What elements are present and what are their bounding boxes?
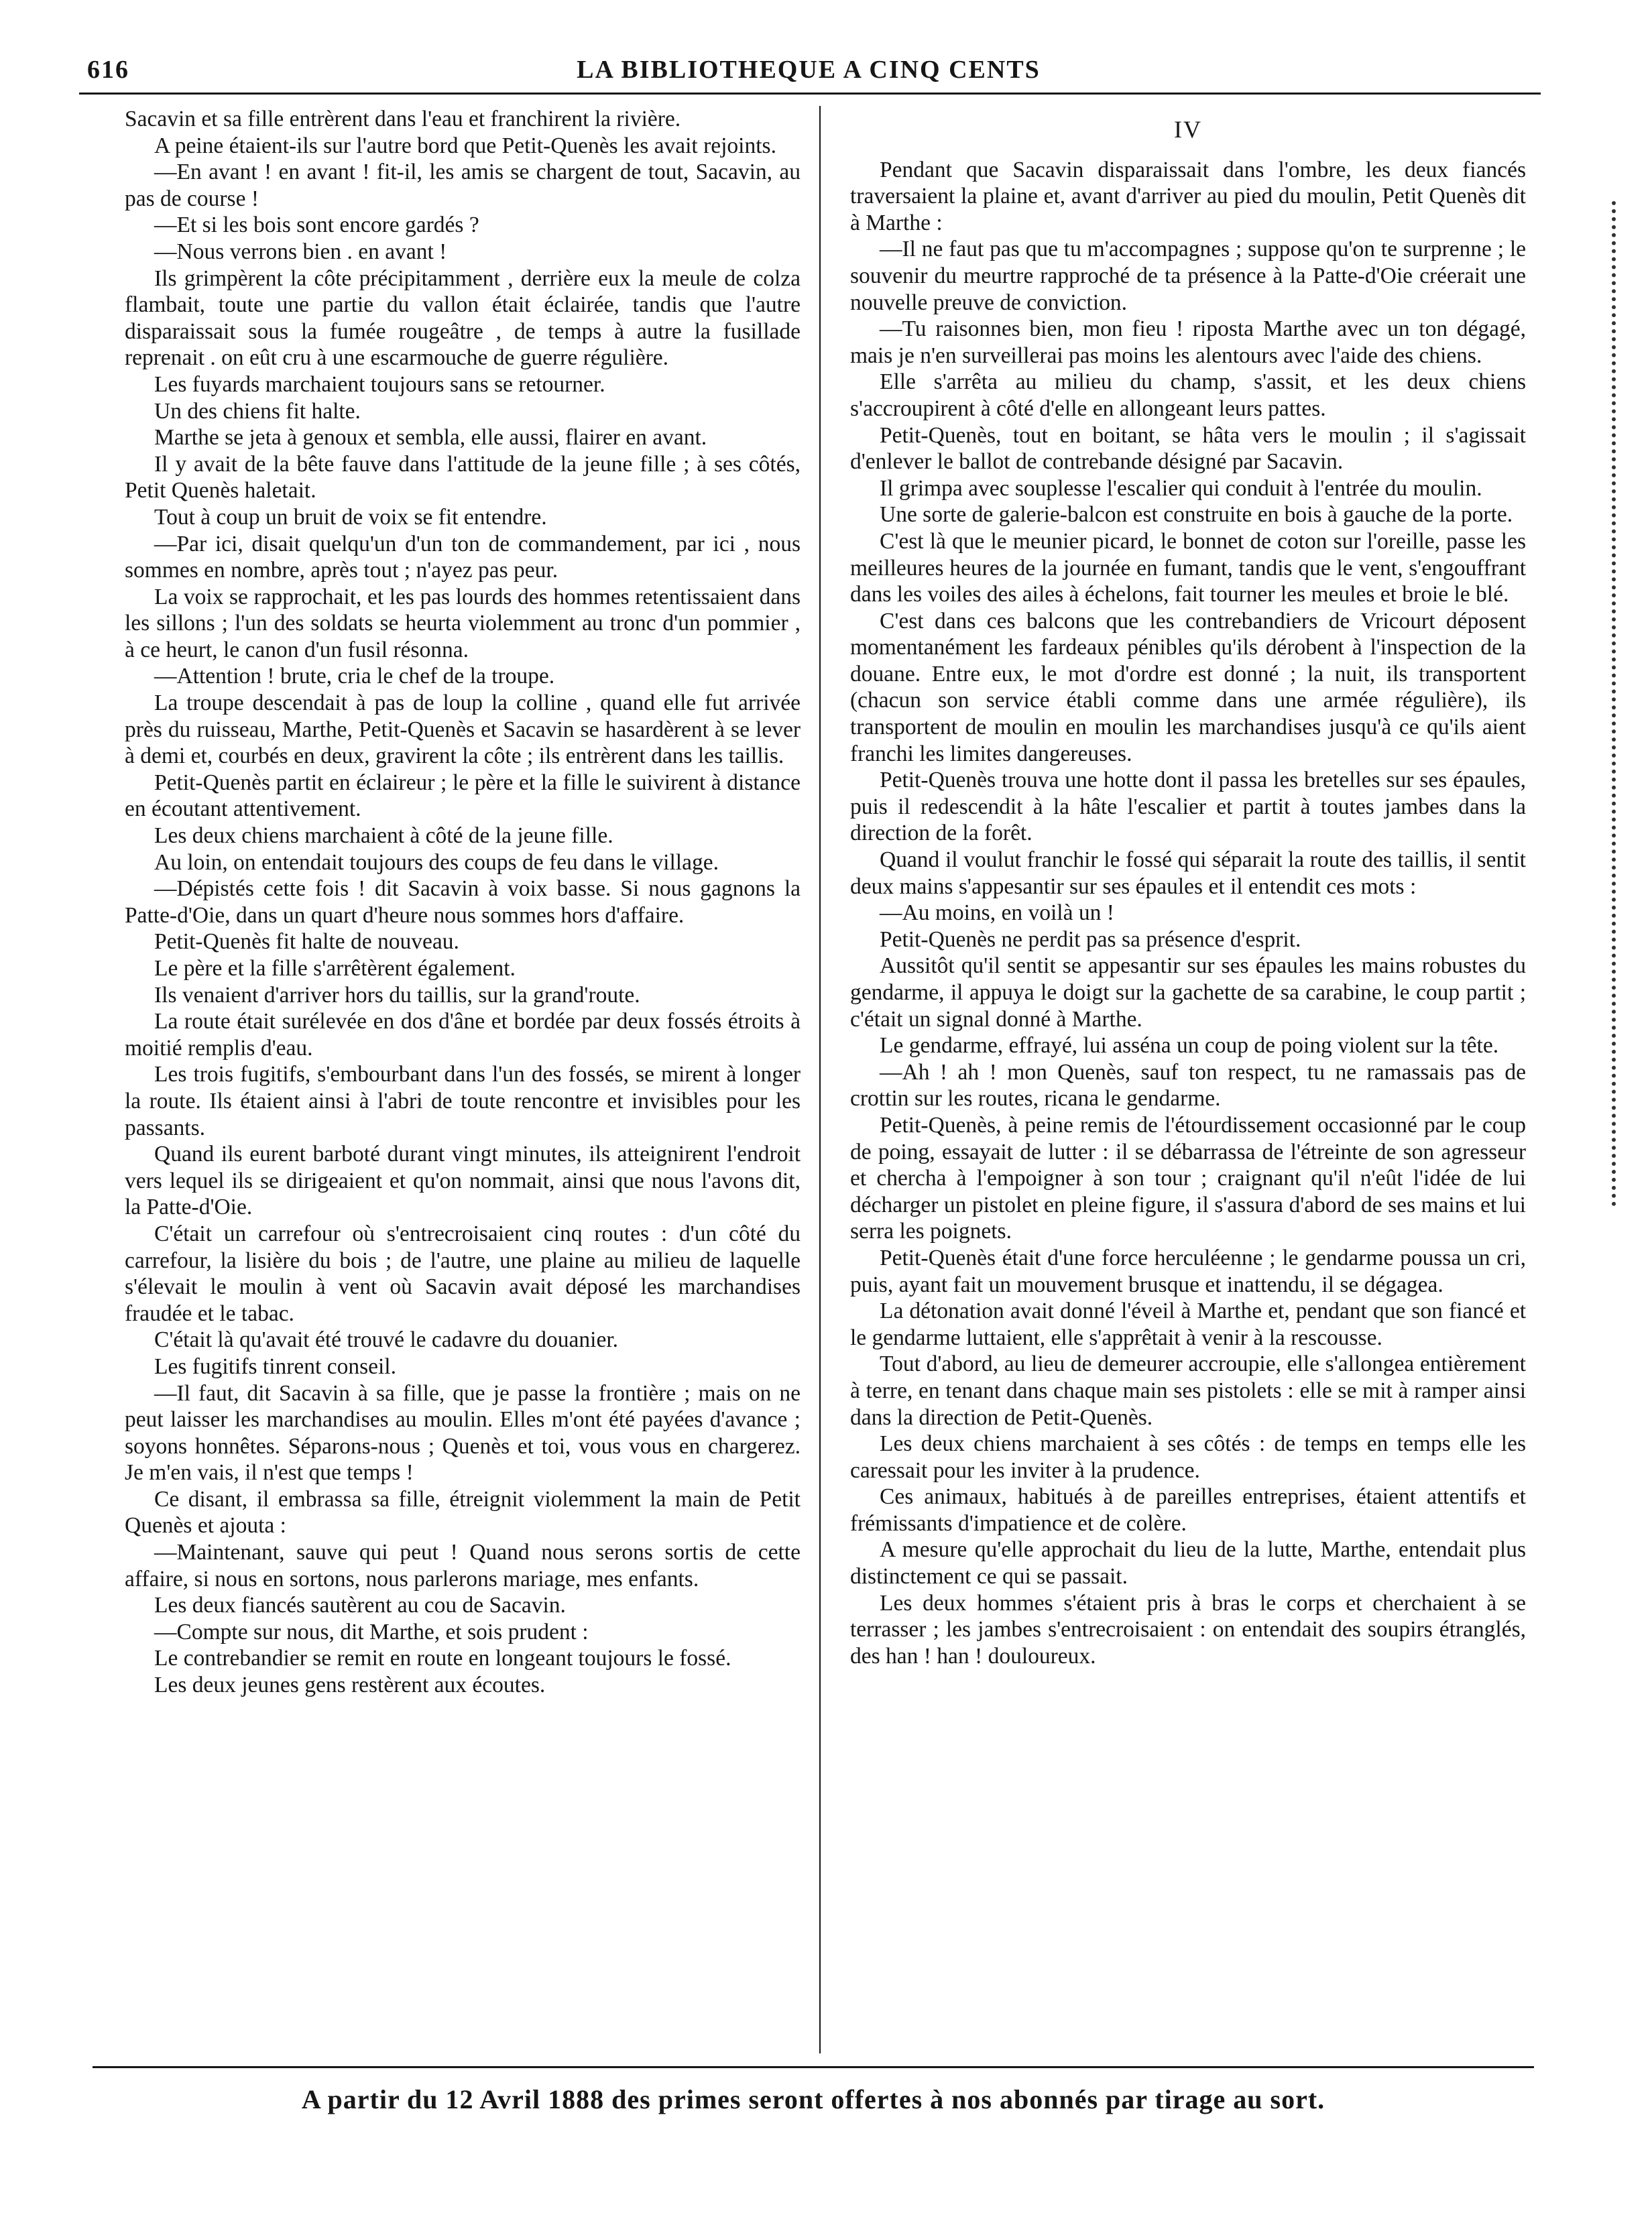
paragraph: Sacavin et sa fille entrèrent dans l'eau et franchirent la rivière. — [125, 107, 681, 131]
paragraph: Il grimpa avec souplesse l'escalier qui conduit à l'entrée du moulin. — [880, 475, 1482, 501]
page-header — [86, 55, 1531, 90]
paragraph: Les deux chiens marchaient à côté de la jeune fille. — [154, 823, 613, 849]
paragraph: Le contrebandier se remit en route en longeant toujours le fossé. — [154, 1646, 731, 1671]
paragraph: La détonation avait donné l'éveil à Marthe et, pendant que son fiancé et le gendarme luttaient, elle s'apprêtait à venir à la rescousse. — [850, 1299, 1526, 1350]
paragraph: Il y avait de la bête fauve dans l'attitude de la jeune fille ; à ses côtés, Petit Quenès haletait. — [125, 451, 801, 503]
paragraph: Pendant que Sacavin disparaissait dans l'ombre, les deux fiancés traversaient la plaine et, avant d'arriver au pied du moulin, Petit Quenès dit à Marthe : — [850, 157, 1526, 235]
paragraph: C'était là qu'avait été trouvé le cadavre du douanier. — [154, 1327, 619, 1353]
paragraph: —Tu raisonnes bien, mon fieu ! riposta Marthe avec un ton dégagé, mais je n'en surveillerai pas moins les alentours avec l'aide des chiens. — [850, 316, 1526, 368]
paragraph: —Compte sur nous, dit Marthe, et sois prudent : — [154, 1619, 589, 1644]
paragraph: Petit-Quenès, tout en boitant, se hâta vers le moulin ; il s'agissait d'enlever le ballot de contrebande désigné par Sacavin. — [850, 422, 1526, 475]
paragraph: —Dépistés cette fois ! dit Sacavin à voix basse. Si nous gagnons la Patte-d'Oie, dans un quart d'heure nous sommes hors d'affaire. — [125, 876, 801, 928]
header-rule — [79, 93, 1541, 95]
paragraph: —Il ne faut pas que tu m'accompagnes ; suppose qu'on te surprenne ; le souvenir du meurtre rapproché de ta présence à la Patte-d'Oie créerait une nouvelle preuve de conviction. — [850, 237, 1526, 315]
paragraph: Le père et la fille s'arrêtèrent également. — [154, 956, 516, 981]
paragraph: Elle s'arrêta au milieu du champ, s'assit, et les deux chiens s'accroupirent à côté d'elle en allongeant leurs pattes. — [850, 369, 1526, 421]
paragraph: —Il faut, dit Sacavin à sa fille, que je passe la frontière ; mais on ne peut laisser les marchandises au moulin. Elles m'ont été payées d'avance ; soyons honnêtes. Séparons-nous ; Quenès et toi, vous vous en chargerez. Je m'en vais, il n'est que temps ! — [125, 1380, 801, 1486]
paragraph: Petit-Quenès était d'une force herculéenne ; le gendarme poussa un cri, puis, ayant fait un mouvement brusque et inattendu, il se dégagea. — [850, 1245, 1526, 1297]
paragraph: Petit-Quenès ne perdit pas sa présence d'esprit. — [880, 926, 1301, 952]
paragraph: La route était surélevée en dos d'âne et bordée par deux fossés étroits à moitié remplis d'eau. — [125, 1009, 801, 1061]
paragraph: Tout d'abord, au lieu de demeurer accroupie, elle s'allongea entièrement à terre, en tenant dans chaque main ses pistolets : elle se mit à ramper ainsi dans la direction de Petit-Quenès. — [850, 1352, 1526, 1430]
paragraph: Ils grimpèrent la côte précipitamment , derrière eux la meule de colza flambait, toute une partie du vallon était éclairée, tandis que l'autre disparaissait sous la fumée rougeâtre , de temps à autre la fusillade reprenait . on eût cru à une escarmouche de guerre régulière. — [125, 265, 801, 371]
paragraph: Les deux fiancés sautèrent au cou de Sacavin. — [154, 1593, 566, 1618]
paragraph: La voix se rapprochait, et les pas lourds des hommes retentissaient dans les sillons ; l'un des soldats se heurta violemment au tronc d'un pommier , à ce heurt, le canon d'un fusil résonna. — [125, 584, 801, 662]
paragraph: Petit-Quenès fit halte de nouveau. — [154, 929, 459, 955]
binding-margin-mark — [1612, 201, 1622, 1207]
chapter-heading: IV — [1174, 116, 1202, 143]
paragraph: Les trois fugitifs, s'embourbant dans l'un des fossés, se mirent à longer la route. Ils étaient ainsi à l'abri de toute rencontre et invisibles pour les passants. — [125, 1062, 801, 1140]
paragraph: Un des chiens fit halte. — [154, 398, 361, 424]
right-column — [850, 106, 1526, 1669]
footer-notice: A partir du 12 Avril 1888 des primes seront offertes à nos abonnés par tirage au sort. — [301, 2084, 1325, 2114]
paragraph: Les deux jeunes gens restèrent aux écoutes. — [154, 1673, 546, 1698]
paragraph: Petit-Quenès trouva une hotte dont il passa les bretelles sur ses épaules, puis il redescendit à la hâte l'escalier et partit à toutes jambes dans la direction de la forêt. — [850, 768, 1526, 846]
paragraph: C'est là que le meunier picard, le bonnet de coton sur l'oreille, passe les meilleures heures de la journée en fumant, tandis que le vent, s'engouffrant dans les voiles des ailes à échelons, fait tourner les meules et broie le blé. — [850, 528, 1526, 607]
paragraph: Les fuyards marchaient toujours sans se retourner. — [154, 371, 605, 397]
paragraph: Marthe se jeta à genoux et sembla, elle aussi, flairer en avant. — [154, 425, 707, 451]
paragraph: Quand ils eurent barboté durant vingt minutes, ils atteignirent l'endroit vers lequel ils se dirigeaient et qu'on nommait, ainsi que nous l'avons dit, la Patte-d'Oie. — [125, 1142, 801, 1220]
paragraph: A mesure qu'elle approchait du lieu de la lutte, Marthe, entendait plus distinctement ce qui se passait. — [850, 1537, 1526, 1589]
paragraph: C'était un carrefour où s'entrecroisaient cinq routes : d'un côté du carrefour, la lisière du bois ; de l'autre, une plaine au milieu de laquelle s'élevait le moulin à vent où Sacavin avait déposé les marchandises fraudée et le tabac. — [125, 1221, 801, 1326]
paragraph: Quand il voulut franchir le fossé qui séparait la route des taillis, il sentit deux mains s'appesantir sur ses épaules et il entendit ces mots : — [850, 847, 1526, 899]
footer-rule — [93, 2066, 1534, 2068]
paragraph: Ce disant, il embrassa sa fille, étreignit violemment la main de Petit Quenès et ajouta : — [125, 1486, 801, 1539]
paragraph: Une sorte de galerie-balcon est construite en bois à gauche de la porte. — [880, 502, 1513, 528]
column-divider — [819, 106, 821, 2053]
paragraph: Le gendarme, effrayé, lui asséna un coup de poing violent sur la tête. — [880, 1033, 1499, 1059]
left-column — [125, 106, 801, 1699]
paragraph: —Attention ! brute, cria le chef de la troupe. — [154, 664, 555, 689]
paragraph: Aussitôt qu'il sentit se appesantir sur ses épaules les mains robustes du gendarme, il appuya le doigt sur la gachette de sa carabine, le coup partit ; c'était un signal donné à Marthe. — [850, 953, 1526, 1032]
paragraph: —En avant ! en avant ! fit-il, les amis se chargent de tout, Sacavin, au pas de course ! — [125, 160, 801, 211]
publication-title: LA BIBLIOTHEQUE A CINQ CENTS — [577, 56, 1041, 84]
paragraph: —Maintenant, sauve qui peut ! Quand nous serons sortis de cette affaire, si nous en sortons, nous parlerons mariage, mes enfants. — [125, 1540, 801, 1592]
paragraph: A peine étaient-ils sur l'autre bord que Petit-Quenès les avait rejoints. — [154, 133, 776, 158]
paragraph: —Par ici, disait quelqu'un d'un ton de commandement, par ici , nous sommes en nombre, après tout ; n'ayez pas peur. — [125, 531, 801, 583]
paragraph: —Au moins, en voilà un ! — [880, 900, 1114, 926]
paragraph: Les deux chiens marchaient à ses côtés : de temps en temps elle les caressait pour les inviter à la prudence. — [850, 1431, 1526, 1483]
paragraph: C'est dans ces balcons que les contrebandiers de Vricourt déposent momentanément les fardeaux pénibles qu'ils dérobent à l'inspection de la douane. Entre eux, le mot d'ordre est donné ; la nuit, ils transportent (chacun son service établi comme dans une armée régulière), ils transportent de moulin en moulin les marchandises jusqu'à ce qu'ils aient franchi les limites dangereuses. — [850, 608, 1526, 766]
paragraph: Ils venaient d'arriver hors du taillis, sur la grand'route. — [154, 982, 640, 1008]
paragraph: Tout à coup un bruit de voix se fit entendre. — [154, 504, 547, 530]
paragraph: La troupe descendait à pas de loup la colline , quand elle fut arrivée près du ruisseau, Marthe, Petit-Quenès et Sacavin se hasardèrent à se lever à demi et, courbés en deux, gravirent la côte ; ils entrèrent dans les taillis. — [125, 691, 801, 769]
paragraph: Ces animaux, habitués à de pareilles entreprises, étaient attentifs et frémissants d'impatience et de colère. — [850, 1484, 1526, 1536]
paragraph: —Et si les bois sont encore gardés ? — [154, 213, 479, 238]
paragraph: Les fugitifs tinrent conseil. — [154, 1354, 396, 1379]
paragraph: Les deux hommes s'étaient pris à bras le corps et cherchaient à se terrasser ; les jambes s'entrecroisaient : on entendait des soupirs étranglés, des han ! han ! douloureux. — [850, 1590, 1526, 1669]
paragraph: Petit-Quenès, à peine remis de l'étourdissement occasionné par le coup de poing, essayait de lutter : il se débarrassa de l'étreinte de son agresseur et chercha à l'empoigner à son tour ; craignant qu'il n'eût l'idée de lui décharger un pistolet en pleine figure, il s'assura d'abord de ses mains et lui serra les poignets. — [850, 1112, 1526, 1244]
page-number: 616 — [87, 56, 129, 84]
paragraph: Au loin, on entendait toujours des coups de feu dans le village. — [154, 849, 719, 875]
paragraph: —Nous verrons bien . en avant ! — [154, 239, 447, 264]
paragraph: Petit-Quenès partit en éclaireur ; le père et la fille le suivirent à distance en écoutant attentivement. — [125, 770, 801, 822]
paragraph: —Ah ! ah ! mon Quenès, sauf ton respect, tu ne ramassais pas de crottin sur les routes, ricana le gendarme. — [850, 1059, 1526, 1112]
